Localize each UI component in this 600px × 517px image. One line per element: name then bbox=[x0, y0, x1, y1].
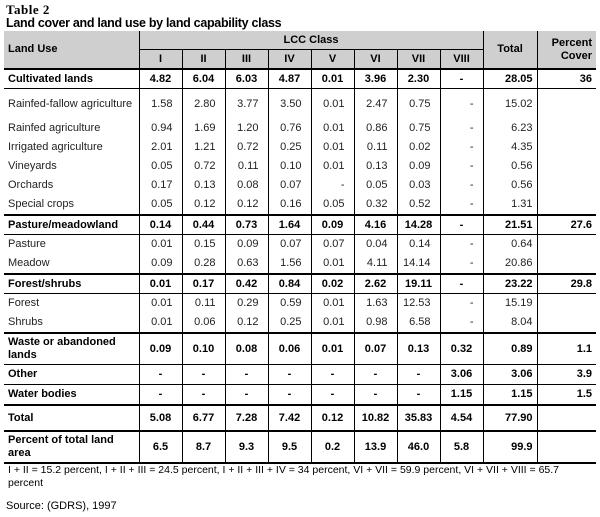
cell-total: 21.51 bbox=[483, 215, 537, 235]
cell-value: - bbox=[440, 89, 483, 120]
cell-total: 1.15 bbox=[483, 385, 537, 406]
cell-value: 0.12 bbox=[225, 313, 268, 333]
cell-value: - bbox=[440, 235, 483, 255]
cell-value: 4.16 bbox=[354, 215, 397, 235]
cell-percent bbox=[537, 254, 596, 274]
row-label: Percent of total land area bbox=[4, 431, 139, 463]
cell-value: 3.06 bbox=[440, 365, 483, 385]
cell-value: 6.5 bbox=[139, 431, 182, 463]
cell-value: 0.17 bbox=[151, 179, 173, 191]
cell-value: 0.08 bbox=[225, 176, 268, 195]
cell-value: - bbox=[440, 138, 483, 157]
table-row bbox=[4, 385, 596, 406]
cell-value: - bbox=[440, 274, 483, 294]
cell-total: 77.90 bbox=[483, 405, 537, 431]
cell-value: 0.05 bbox=[151, 198, 173, 210]
cell-value: 0.02 bbox=[311, 274, 354, 294]
cell-percent bbox=[537, 89, 596, 120]
cell-value: 0.75 bbox=[397, 119, 440, 138]
cell-total: 15.19 bbox=[483, 294, 537, 314]
cell-value: 0.72 bbox=[182, 157, 225, 176]
cell-value: 46.0 bbox=[397, 431, 440, 463]
cell-value: 10.82 bbox=[354, 405, 397, 431]
cell-percent: 27.6 bbox=[537, 215, 596, 235]
cell-percent: 36 bbox=[537, 69, 596, 89]
cell-value: 0.63 bbox=[225, 254, 268, 274]
cell-value: 0.13 bbox=[354, 157, 397, 176]
row-label: Other bbox=[4, 365, 139, 385]
footnote: I + II = 15.2 percent, I + II + III = 24.5 percent, I + II + III + IV = 34 percent, VI + VII = 59.9 percent, VI + VII + VIII = 65.7 percent bbox=[4, 463, 596, 490]
cell-value: - bbox=[182, 365, 225, 385]
cell-value: - bbox=[268, 385, 311, 406]
header-land-use: Land Use bbox=[4, 31, 139, 69]
cell-value: 0.59 bbox=[268, 294, 311, 314]
row-label: Irrigated agriculture bbox=[4, 138, 139, 157]
cell-percent: 3.9 bbox=[537, 365, 596, 385]
cell-value: 0.01 bbox=[139, 235, 182, 255]
cell-total: 8.04 bbox=[483, 313, 537, 333]
cell-value: 14.28 bbox=[397, 215, 440, 235]
table-number: Table 2 bbox=[6, 2, 50, 17]
cell-value: 9.5 bbox=[268, 431, 311, 463]
cell-value: 1.64 bbox=[268, 215, 311, 235]
cell-value: 0.05 bbox=[151, 160, 173, 172]
cell-value: 0.01 bbox=[311, 313, 354, 333]
cell-value: 0.01 bbox=[311, 294, 354, 314]
cell-value: 0.98 bbox=[354, 313, 397, 333]
cell-value: 0.01 bbox=[311, 254, 354, 274]
header-class: I bbox=[139, 50, 182, 70]
cell-value: 0.01 bbox=[151, 316, 173, 328]
row-label: Forest/shrubs bbox=[4, 274, 139, 294]
cell-value: 8.7 bbox=[182, 431, 225, 463]
header-lcc-class: LCC Class bbox=[139, 31, 483, 50]
cell-value: 1.21 bbox=[182, 138, 225, 157]
row-label: Rainfed agriculture bbox=[4, 119, 139, 138]
cell-value: 3.96 bbox=[354, 69, 397, 89]
header-class: V bbox=[311, 50, 354, 70]
cell-value: 6.04 bbox=[182, 69, 225, 89]
cell-value: 0.04 bbox=[354, 235, 397, 255]
cell-value: 1.20 bbox=[225, 119, 268, 138]
cell-value: - bbox=[311, 176, 354, 195]
cell-value: 0.12 bbox=[311, 405, 354, 431]
table-row bbox=[4, 365, 596, 385]
cell-value: 4.11 bbox=[354, 254, 397, 274]
header-total: Total bbox=[483, 31, 537, 69]
row-label: Total bbox=[4, 405, 139, 431]
cell-value: 1.56 bbox=[268, 254, 311, 274]
cell-value: 0.07 bbox=[311, 235, 354, 255]
cell-total: 0.64 bbox=[483, 235, 537, 255]
cell-total: 1.31 bbox=[483, 195, 537, 215]
cell-value: 0.09 bbox=[311, 215, 354, 235]
table-row bbox=[4, 157, 596, 176]
cell-value: 12.53 bbox=[397, 294, 440, 314]
cell-value: 0.52 bbox=[397, 195, 440, 215]
cell-percent bbox=[537, 176, 596, 195]
row-label: Forest bbox=[4, 294, 139, 314]
cell-value: 0.05 bbox=[354, 176, 397, 195]
table-row bbox=[4, 119, 596, 138]
cell-value: - bbox=[397, 385, 440, 406]
cell-total: 28.05 bbox=[483, 69, 537, 89]
cell-value: 0.17 bbox=[182, 274, 225, 294]
cell-value: - bbox=[354, 365, 397, 385]
cell-value: 0.01 bbox=[311, 69, 354, 89]
cell-value: - bbox=[440, 313, 483, 333]
cell-value: 5.8 bbox=[440, 431, 483, 463]
table-row bbox=[4, 431, 596, 463]
cell-value: - bbox=[268, 365, 311, 385]
cell-value: 0.12 bbox=[225, 195, 268, 215]
row-label: Vineyards bbox=[4, 157, 139, 176]
table-row bbox=[4, 89, 596, 120]
table-row bbox=[4, 138, 596, 157]
cell-value: 0.11 bbox=[354, 138, 397, 157]
cell-value: 0.10 bbox=[182, 333, 225, 365]
cell-value: 0.07 bbox=[268, 235, 311, 255]
land-capability-table bbox=[4, 31, 596, 490]
cell-value: 0.42 bbox=[225, 274, 268, 294]
table-row bbox=[4, 254, 596, 274]
cell-value: 1.58 bbox=[139, 89, 182, 120]
cell-value: - bbox=[440, 195, 483, 215]
cell-value: 3.77 bbox=[225, 89, 268, 120]
cell-value: - bbox=[354, 385, 397, 406]
cell-value: 0.01 bbox=[311, 157, 354, 176]
cell-value: 1.69 bbox=[182, 119, 225, 138]
cell-value: 0.76 bbox=[268, 119, 311, 138]
table-row bbox=[4, 405, 596, 431]
cell-value: 0.06 bbox=[182, 313, 225, 333]
cell-value: 0.09 bbox=[139, 333, 182, 365]
cell-value: 0.73 bbox=[225, 215, 268, 235]
cell-percent bbox=[537, 313, 596, 333]
cell-value: 0.14 bbox=[139, 215, 182, 235]
row-label: Pasture bbox=[4, 235, 139, 255]
cell-value: 2.47 bbox=[354, 89, 397, 120]
cell-value: 0.32 bbox=[354, 195, 397, 215]
cell-percent bbox=[537, 195, 596, 215]
cell-value: 4.82 bbox=[139, 69, 182, 89]
cell-value: - bbox=[440, 157, 483, 176]
cell-value: 0.11 bbox=[182, 294, 225, 314]
cell-value: 2.80 bbox=[182, 89, 225, 120]
cell-value: 9.3 bbox=[225, 431, 268, 463]
cell-total: 0.56 bbox=[483, 157, 537, 176]
cell-value: 0.11 bbox=[225, 157, 268, 176]
row-label: Pasture/meadowland bbox=[4, 215, 139, 235]
header-class: IV bbox=[268, 50, 311, 70]
cell-value: 0.32 bbox=[440, 333, 483, 365]
table-row bbox=[4, 215, 596, 235]
table-row bbox=[4, 313, 596, 333]
cell-total: 3.06 bbox=[483, 365, 537, 385]
cell-percent bbox=[537, 157, 596, 176]
row-label: Cultivated lands bbox=[4, 69, 139, 89]
cell-percent: 1.1 bbox=[537, 333, 596, 365]
cell-total: 23.22 bbox=[483, 274, 537, 294]
cell-value: 0.01 bbox=[139, 274, 182, 294]
cell-value: 0.02 bbox=[397, 138, 440, 157]
cell-value: 0.07 bbox=[268, 176, 311, 195]
cell-value: - bbox=[440, 176, 483, 195]
cell-value: 6.03 bbox=[225, 69, 268, 89]
cell-value: 35.83 bbox=[397, 405, 440, 431]
cell-value: 2.62 bbox=[354, 274, 397, 294]
cell-value: 0.2 bbox=[311, 431, 354, 463]
cell-value: 0.16 bbox=[268, 195, 311, 215]
header-class: II bbox=[182, 50, 225, 70]
cell-value: 0.05 bbox=[311, 195, 354, 215]
cell-value: 0.01 bbox=[139, 294, 182, 314]
cell-value: 0.86 bbox=[354, 119, 397, 138]
cell-percent bbox=[537, 119, 596, 138]
cell-total: 0.56 bbox=[483, 176, 537, 195]
cell-value: 0.09 bbox=[397, 157, 440, 176]
cell-value: 7.28 bbox=[225, 405, 268, 431]
cell-percent bbox=[537, 294, 596, 314]
cell-value: 0.14 bbox=[397, 235, 440, 255]
cell-value: - bbox=[225, 365, 268, 385]
source-note: Source: (GDRS), 1997 bbox=[6, 500, 117, 512]
cell-value: 5.08 bbox=[139, 405, 182, 431]
header-class: VII bbox=[397, 50, 440, 70]
cell-value: 0.06 bbox=[268, 333, 311, 365]
cell-value: - bbox=[311, 365, 354, 385]
cell-value: 0.09 bbox=[151, 257, 173, 269]
cell-value: 0.29 bbox=[225, 294, 268, 314]
cell-value: 2.30 bbox=[397, 69, 440, 89]
cell-total: 4.35 bbox=[483, 138, 537, 157]
table-row bbox=[4, 235, 596, 255]
cell-percent bbox=[537, 138, 596, 157]
row-label: Shrubs bbox=[4, 313, 139, 333]
cell-value: 19.11 bbox=[397, 274, 440, 294]
cell-value: 0.01 bbox=[311, 138, 354, 157]
cell-value: - bbox=[182, 385, 225, 406]
table-title: Land cover and land use by land capability class bbox=[6, 16, 282, 30]
cell-value: 6.58 bbox=[397, 313, 440, 333]
cell-value: - bbox=[225, 385, 268, 406]
cell-value: - bbox=[311, 385, 354, 406]
cell-percent bbox=[537, 431, 596, 463]
table-row bbox=[4, 195, 596, 215]
header-percent-cover: Percent Cover bbox=[537, 31, 596, 69]
cell-total: 99.9 bbox=[483, 431, 537, 463]
table-row bbox=[4, 176, 596, 195]
cell-value: 0.94 bbox=[151, 122, 173, 134]
cell-value: 0.28 bbox=[182, 254, 225, 274]
cell-value: 0.09 bbox=[225, 235, 268, 255]
cell-value: 0.07 bbox=[354, 333, 397, 365]
header-class: VI bbox=[354, 50, 397, 70]
cell-value: - bbox=[139, 365, 182, 385]
table-row bbox=[4, 294, 596, 314]
cell-value: 0.84 bbox=[268, 274, 311, 294]
cell-value: 7.42 bbox=[268, 405, 311, 431]
row-label: Orchards bbox=[4, 176, 139, 195]
cell-value: 14.14 bbox=[397, 254, 440, 274]
row-label: Special crops bbox=[4, 195, 139, 215]
row-label: Waste or abandoned lands bbox=[4, 333, 139, 365]
cell-value: - bbox=[440, 254, 483, 274]
cell-value: 0.72 bbox=[225, 138, 268, 157]
cell-value: 6.77 bbox=[182, 405, 225, 431]
cell-value: 0.25 bbox=[268, 138, 311, 157]
table-row bbox=[4, 274, 596, 294]
cell-total: 6.23 bbox=[483, 119, 537, 138]
row-label: Rainfed-fallow agriculture bbox=[4, 89, 139, 120]
cell-value: 13.9 bbox=[354, 431, 397, 463]
cell-total: 20.86 bbox=[483, 254, 537, 274]
header-class: III bbox=[225, 50, 268, 70]
table-row bbox=[4, 333, 596, 365]
cell-value: 0.25 bbox=[268, 313, 311, 333]
cell-value: - bbox=[440, 119, 483, 138]
cell-value: 0.13 bbox=[397, 333, 440, 365]
cell-percent bbox=[537, 405, 596, 431]
cell-total: 0.89 bbox=[483, 333, 537, 365]
cell-value: 0.15 bbox=[182, 235, 225, 255]
cell-value: 4.54 bbox=[440, 405, 483, 431]
cell-percent: 1.5 bbox=[537, 385, 596, 406]
cell-value: 1.63 bbox=[354, 294, 397, 314]
cell-value: 0.01 bbox=[311, 89, 354, 120]
cell-value: 0.13 bbox=[182, 176, 225, 195]
cell-value: 0.01 bbox=[311, 119, 354, 138]
cell-value: 0.44 bbox=[182, 215, 225, 235]
cell-value: 0.01 bbox=[311, 333, 354, 365]
row-label: Water bodies bbox=[4, 385, 139, 406]
cell-value: 0.08 bbox=[225, 333, 268, 365]
cell-value: 1.15 bbox=[440, 385, 483, 406]
cell-value: - bbox=[440, 69, 483, 89]
cell-value: - bbox=[397, 365, 440, 385]
table-row bbox=[4, 69, 596, 89]
cell-total: 15.02 bbox=[483, 89, 537, 120]
cell-percent bbox=[537, 235, 596, 255]
row-label: Meadow bbox=[4, 254, 139, 274]
cell-value: - bbox=[440, 215, 483, 235]
cell-percent: 29.8 bbox=[537, 274, 596, 294]
cell-value: 0.10 bbox=[268, 157, 311, 176]
cell-value: 2.01 bbox=[151, 141, 173, 153]
cell-value: 0.12 bbox=[182, 195, 225, 215]
cell-value: - bbox=[440, 294, 483, 314]
header-class: VIII bbox=[440, 50, 483, 70]
cell-value: 0.75 bbox=[397, 89, 440, 120]
cell-value: 4.87 bbox=[268, 69, 311, 89]
cell-value: - bbox=[139, 385, 182, 406]
cell-value: 0.03 bbox=[397, 176, 440, 195]
cell-value: 3.50 bbox=[268, 89, 311, 120]
